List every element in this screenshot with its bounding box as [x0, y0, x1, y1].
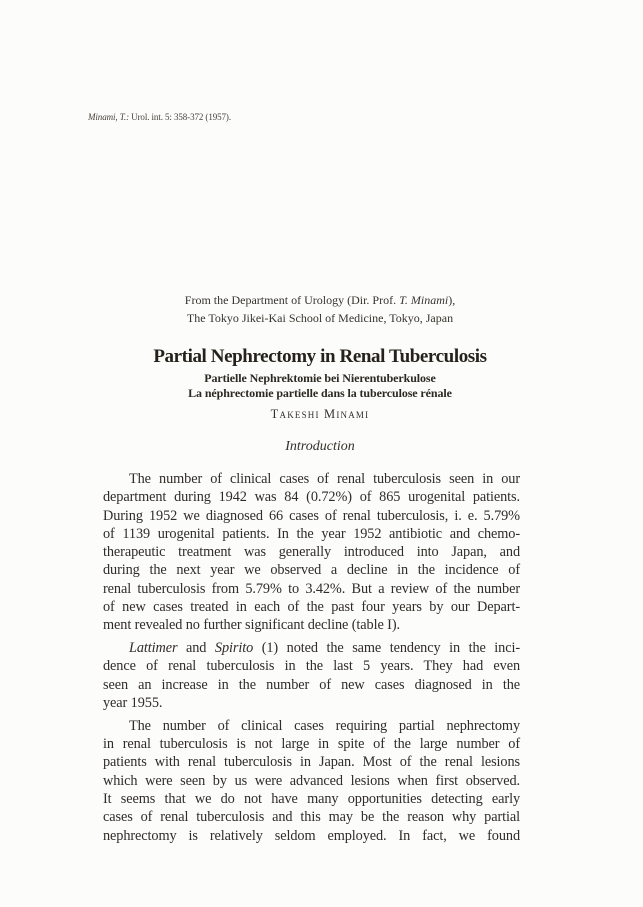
text-line: The number of clinical cases of renal tuberculosis seen in our — [129, 471, 520, 487]
text-line: Lattimer and Spirito (1) noted the same tendency in the inci- — [129, 640, 520, 657]
text-line: therapeutic treatment was generally introduced into Japan, and — [103, 544, 520, 561]
article-subtitle-french: La néphrectomie partielle dans la tuberculose rénale — [188, 386, 452, 400]
section-heading-introduction: Introduction — [285, 439, 355, 454]
text-line: during the next year we observed a decline in the incidence of — [103, 562, 520, 579]
affiliation-block — [75, 292, 565, 327]
text-line: of 1139 urogenital patients. In the year 1952 antibiotic and chemo- — [103, 525, 520, 542]
text-line: cases of renal tuberculosis and this may be the reason why partial — [103, 809, 520, 826]
text-line: dence of renal tuberculosis in the last 5 years. They had even — [103, 658, 520, 675]
text-line: It seems that we do not have many opportunities detecting early — [103, 791, 520, 808]
text-line: of new cases treated in each of the past four years by our Depart- — [103, 599, 520, 616]
paragraph — [103, 717, 520, 845]
article-body — [103, 470, 520, 849]
paragraph — [103, 470, 520, 635]
text-line: The number of clinical cases requiring partial nephrectomy — [129, 717, 520, 734]
text-line: year 1955. — [103, 695, 163, 712]
text-line: renal tuberculosis from 5.79% to 3.42%. But a review of the number — [103, 580, 520, 597]
text-line: nephrectomy is relatively seldom employed. In fact, we found — [103, 827, 520, 844]
text-line: patients with renal tuberculosis in Japan. Most of the renal lesions — [103, 754, 520, 771]
text-line: which were seen by us were advanced lesions when first observed. — [103, 772, 520, 789]
text-line: During 1952 we diagnosed 66 cases of renal tuberculosis, i. e. 5.79% — [103, 507, 520, 524]
text-line: in renal tuberculosis is not large in spite of the large number of — [103, 736, 520, 753]
journal-citation: Minami, T.: Urol. int. 5: 358-372 (1957). — [88, 112, 231, 122]
text-line: department during 1942 was 84 (0.72%) of 865 urogenital patients. — [103, 489, 520, 506]
author-name: Takeshi Minami — [270, 407, 370, 421]
article-subtitle-german: Partielle Nephrektomie bei Nierentuberkulose — [204, 371, 436, 385]
paragraph — [103, 639, 520, 712]
text-line: ment revealed no further significant decline (table I). — [103, 617, 400, 634]
article-title: Partial Nephrectomy in Renal Tuberculosis — [153, 346, 487, 367]
affiliation-line-2: The Tokyo Jikei-Kai School of Medicine, Tokyo, Japan — [186, 310, 454, 325]
affiliation-line-1: From the Department of Urology (Dir. Prof. T. Minami), — [184, 293, 456, 307]
text-line: seen an increase in the number of new cases diagnosed in the — [103, 676, 520, 693]
